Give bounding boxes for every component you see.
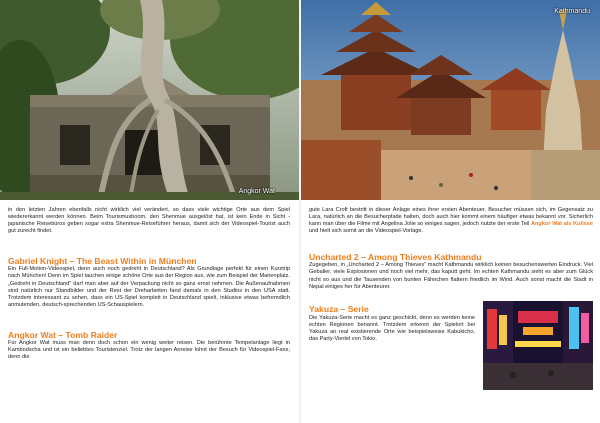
kathmandu-photo — [301, 0, 600, 200]
yakuza-text-block — [309, 304, 475, 343]
photo-caption: Kathmandu — [554, 8, 590, 15]
section-heading: Gabriel Knight – The Beast Within in München — [8, 256, 197, 267]
intro-paragraph: in den letzten Jahren ebenfalls nicht wirklich viel verändert, so dass viele wichtige Orte aus dem Spiel wiedererkannt werden können. Beim Tourismusboom, den Shenmue ausgelöst hat, ist kein Ende in Sicht - japanische Reisebüros geben sogar extra Shenmue-Reiseführer heraus, damit sich der Videospiel-Tourist auch gut zurecht findet. — [8, 207, 290, 235]
body-text: und hielt sich somit an die Videospiel-Vorlage. — [309, 228, 424, 235]
angkor-wat-photo — [0, 0, 299, 200]
body-paragraph: Für Angkor Wat muss man denn doch schon ein wenig weiter reisen. Die berühmte Tempelanlage liegt in Kambodscha und ist ein beliebtes Touristenziel. Trotz der langen Anreise lohnt der Besuch für Videospiel-Fans, denn die — [8, 339, 290, 361]
left-text-column — [8, 207, 290, 361]
section-heading: Uncharted 2 – Among Thieves Kathmandu — [309, 252, 482, 263]
body-text: gute Lara Croft bestritt in dieser Anlage eines ihrer ersten Abenteuer. Besucher müssen sich, im Gegensatz zu Lara, natürlich an die Besucherpfade halten, doch auch hier kommt einem häufiger etwas bekannt vor. Sicherlich kann man über die Filme mit Angelina Jolie so einiges sagen, jedoch nutzte der erste Teil — [309, 207, 593, 228]
body-paragraph: Die Yakuza-Serie macht es ganz geschickt, denn es werden keine echten Regionen benannt. Trotzdem erkennt der Spielort bei Yakuza an real existierende Orte wie beispielsweise Kabukicho, das Party-Viertel von Tokio. — [309, 314, 475, 343]
intro-paragraph — [309, 207, 593, 235]
right-text-column — [309, 207, 593, 394]
section-heading: Yakuza – Serie — [309, 303, 369, 314]
tokyo-street-photo — [483, 301, 593, 390]
highlighted-text: Angkor Wat als Kulisse — [530, 221, 593, 228]
section-heading: Angkor Wat – Tomb Raider — [8, 329, 118, 340]
body-paragraph: Ein Full-Motion-Videospiel, denn auch noch gedreht in Deutschland? Als Grundlage perfekt für einen Kurztrip nach München! Denn im Spiel tauchen einige schöne Orte aus der Region aus, wie zum Beispiel der Marienplatz. „Gedreht in Deutschland" darf man aber auf der Verpackung nicht so ganz ernst nehmen. Die Außenaufnahmen sind natürlich nur Standbilder und der Rest der Dreharbeiten fand damals in den Studios in den USA statt. Trotzdem interessant zu sehen, dass ein US-Spiel komplett in Deutschland spielt, inklusive etwas befremdlich anmutenden, deutsch-sprechenden US-Schauspielern. — [8, 266, 290, 308]
body-paragraph: Zugegeben, in „Uncharted 2 – Among Thieves" macht Kathmandu wirklich keinen besuchenswerten Eindruck. Viel Geballer, viele Explosionen und noch viel mehr, das kaputt geht. Im echten Kathmandu sieht es aber zum Glück nicht so aus und die Tausenden von bunten Fähnchen flattern friedlich im Wind. Auch sonst macht die Stadt in Nepal einiges her für Abenteurer. — [309, 262, 593, 290]
yakuza-section — [309, 304, 593, 394]
photo-caption: Angkor Wat — [238, 188, 275, 195]
